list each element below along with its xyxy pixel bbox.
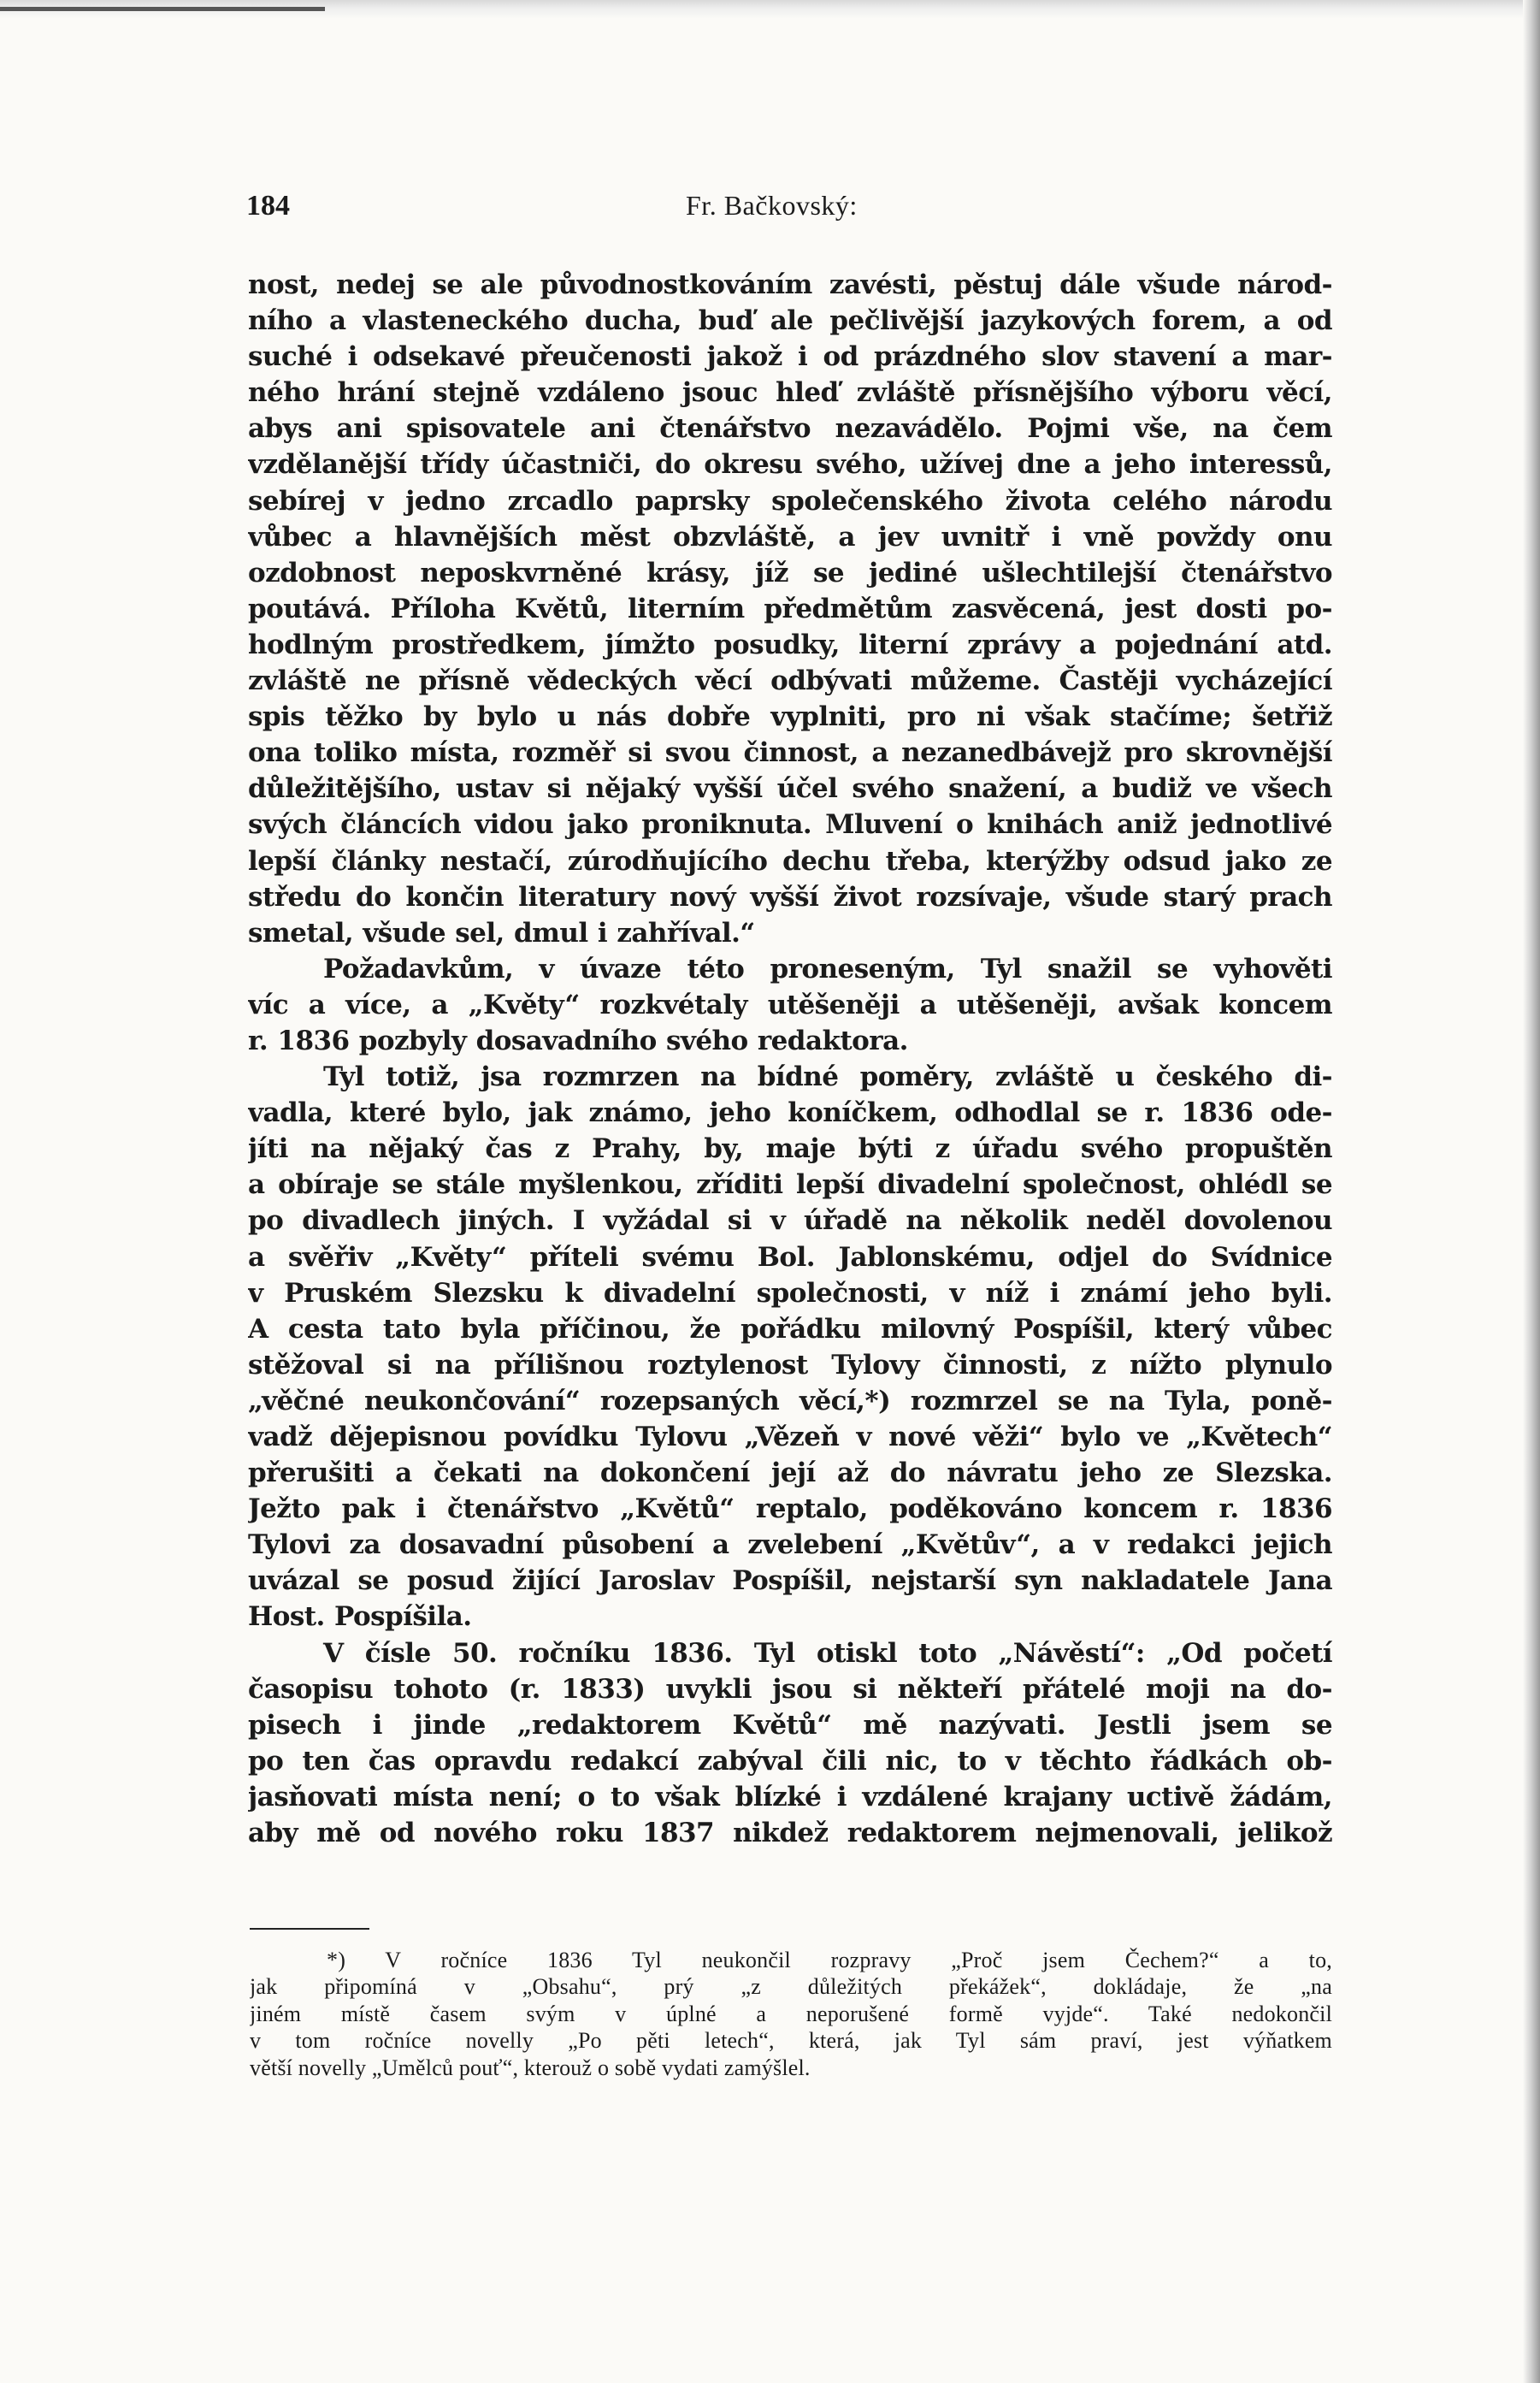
scan-edge-right	[1523, 0, 1540, 2383]
text-line: ného hrání stejně vzdáleno jsouc hleď zvláště přísnějšího výboru věcí,	[248, 377, 1332, 409]
page-number: 184	[246, 190, 290, 222]
text-line: po divadlech jiných. I vyžádal si v úřadě na několik neděl dovolenou	[248, 1205, 1332, 1237]
text-line: jíti na nějaký čas z Prahy, by, maje býti z úřadu svého propuštěn	[248, 1133, 1332, 1165]
text-line: poutává. Příloha Květů, literním předmětům zasvěcená, jest dosti po-	[248, 593, 1332, 624]
text-line: suché i odsekavé přeučenosti jakož i od prázdného slov stavení a mar-	[248, 341, 1332, 373]
text-line: stěžoval si na přílišnou roztylenost Tylovy činnosti, z nížto plynulo	[248, 1349, 1332, 1381]
text-line: ona toliko místa, rozměř si svou činnost, a nezanedbávejž pro skrovnější	[248, 737, 1332, 769]
text-line: vadž dějepisnou povídku Tylovu „Vězeň v nové věži“ bylo ve „Květech“	[248, 1422, 1332, 1452]
footnote-line: *) V ročníce 1836 Tyl neukončil rozpravy „Proč jsem Čechem?“ a to,	[327, 1948, 1332, 1972]
text-line: přerušiti a čekati na dokončení její až do návratu jeho ze Slezska.	[248, 1458, 1332, 1489]
text-line: abys ani spisovatele ani čtenářstvo nezavádělo. Pojmi vše, na čem	[248, 413, 1332, 445]
text-line: lepší články nestačí, zúrodňujícího dechu třeba, kterýžby odsud jako ze	[248, 845, 1332, 877]
footnote-line: jiném místě časem svým v úplné a neporušené formě vyjde“. Také nedokončil	[250, 2001, 1332, 2026]
text-line: a svěřiv „Květy“ příteli svému Bol. Jablonskému, odjel do Svídnice	[248, 1241, 1332, 1273]
text-line: „věčné neukončování“ rozepsaných věcí,*) rozmrzel se na Tyla, poně-	[248, 1385, 1332, 1416]
scan-edge-mark	[0, 7, 325, 11]
text-line: Ježto pak i čtenářstvo „Květů“ reptalo, poděkováno koncem r. 1836	[248, 1493, 1332, 1525]
text-line: zvláště ne přísně vědeckých věcí odbývati můžeme. Častěji vycházející	[248, 665, 1332, 697]
text-line: ního a vlasteneckého ducha, buď ale pečlivější jazykových forem, a od	[248, 305, 1332, 337]
text-line: víc a více, a „Květy“ rozkvétaly utěšeněji a utěšeněji, avšak koncem	[248, 989, 1332, 1020]
text-line: sebírej v jedno zrcadlo paprsky společenského života celého národu	[248, 485, 1332, 517]
footnote-rule	[250, 1928, 369, 1930]
text-line: ozdobnost neposkvrněné krásy, jíž se jediné ušlechtilejší čtenářstvo	[248, 557, 1332, 588]
text-line: V čísle 50. ročníku 1836. Tyl otiskl toto „Návěstí“: „Od početí	[323, 1637, 1332, 1669]
text-line: aby mě od nového roku 1837 nikdež redaktorem nejmenovali, jelikož	[248, 1818, 1332, 1849]
text-line: r. 1836 pozbyly dosavadního svého redaktora.	[248, 1025, 908, 1056]
footnote-line: větší novelly „Umělců pouť“, kterouž o sobě vydati zamýšlel.	[250, 2055, 811, 2080]
text-line: uvázal se posud žijící Jaroslav Pospíšil, nejstarší syn nakladatele Jana	[248, 1565, 1332, 1597]
footnote-line: v tom ročníce novelly „Po pěti letech“, která, jak Tyl sám praví, jest výňatkem	[250, 2028, 1332, 2054]
running-title: Fr. Bačkovský:	[686, 190, 858, 221]
body-text	[248, 267, 1332, 1851]
text-line: hodlným prostředkem, jímžto posudky, literní zprávy a pojednání atd.	[248, 629, 1332, 660]
footnote-line: jak připomíná v „Obsahu“, prý „z důležitých překážek“, dokládaje, že „na	[250, 1974, 1332, 2000]
text-line: vadla, které bylo, jak známo, jeho koníčkem, odhodlal se r. 1836 ode-	[248, 1097, 1332, 1129]
text-line: spis těžko by bylo u nás dobře vyplniti, pro ni však stačíme; šetřiž	[248, 701, 1332, 733]
text-line: středu do končin literatury nový vyšší život rozsívaje, všude starý prach	[248, 881, 1332, 913]
text-line: Host. Pospíšila.	[248, 1601, 472, 1633]
text-line: jasňovati místa není; o to však blízké i vzdálené krajany uctivě žádám,	[248, 1781, 1332, 1812]
text-line: v Pruském Slezsku k divadelní společnosti, v níž i známí jeho byli.	[248, 1277, 1332, 1309]
running-head	[239, 190, 1338, 228]
text-line: nost, nedej se ale původnostkováním zavésti, pěstuj dále všude národ-	[248, 269, 1332, 300]
text-line: Tylovi za dosavadní působení a zvelebení „Květův“, a v redakci jejich	[248, 1529, 1332, 1561]
text-line: důležitějšího, ustav si nějaký vyšší účel svého snažení, a budiž ve všech	[248, 773, 1332, 805]
text-line: a obíraje se stále myšlenkou, zříditi lepší divadelní společnost, ohlédl se	[248, 1169, 1332, 1201]
text-line: časopisu tohoto (r. 1833) uvykli jsou si někteří přátelé moji na do-	[248, 1673, 1332, 1705]
text-line: svých článcích vidou jako proniknuta. Mluvení o knihách aniž jednotlivé	[248, 809, 1332, 841]
text-line: vzdělanější třídy účastniči, do okresu svého, užívej dne a jeho interessů,	[248, 449, 1332, 481]
text-line: Tyl totiž, jsa rozmrzen na bídné poměry, zvláště u českého di-	[323, 1061, 1332, 1093]
text-line: vůbec a hlavnějších měst obzvláště, a jev uvnitř i vně povždy onu	[248, 521, 1332, 553]
footnotes	[250, 1947, 1332, 2081]
text-line: Požadavkům, v úvaze této proneseným, Tyl snažil se vyhověti	[323, 953, 1332, 985]
text-line: smetal, všude sel, dmul i zahříval.“	[248, 917, 755, 949]
text-line: po ten čas opravdu redakcí zabýval čili nic, to v těchto řádkách ob-	[248, 1745, 1332, 1777]
text-line: pisech i jinde „redaktorem Květů“ mě nazývati. Jestli jsem se	[248, 1709, 1332, 1741]
text-line: A cesta tato byla příčinou, že pořádku milovný Pospíšil, který vůbec	[248, 1313, 1332, 1345]
